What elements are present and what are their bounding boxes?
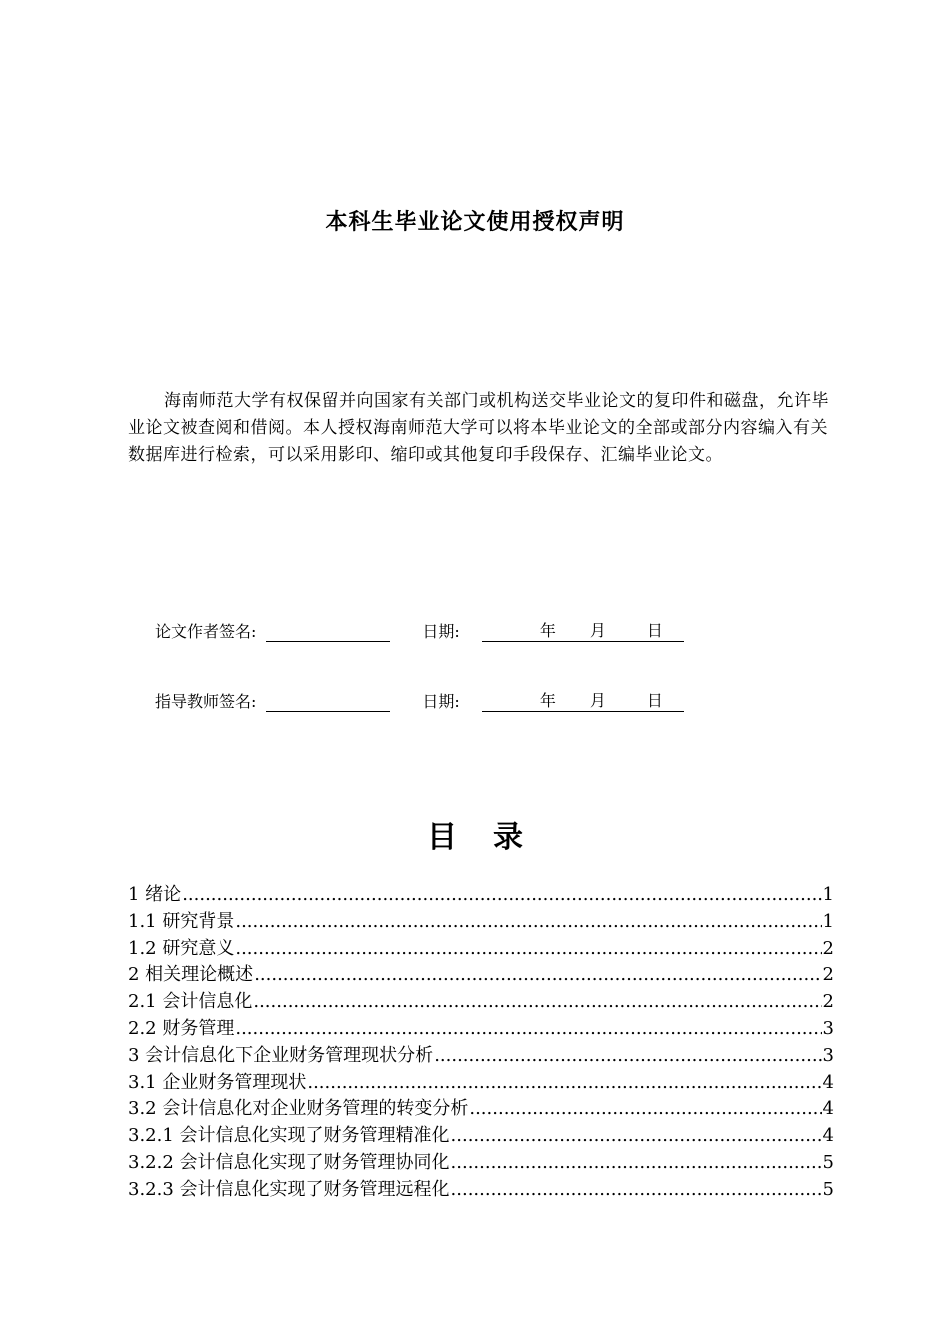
toc-entry[interactable] — [128, 1150, 834, 1177]
advisor-signature-label: 指导教师签名: — [155, 692, 257, 711]
toc-entry-page: 5 — [822, 1178, 834, 1200]
toc-entry-page: 1 — [822, 910, 834, 932]
toc-leader-dots — [182, 882, 821, 909]
toc-entry-page: 3 — [822, 1017, 834, 1039]
advisor-date-line — [482, 687, 684, 712]
toc-leader-dots — [235, 909, 821, 936]
toc-entry-label: 1.2 研究意义 — [128, 937, 235, 959]
advisor-signature-line — [266, 689, 390, 712]
toc-entry-label: 3.2.2 会计信息化实现了财务管理协同化 — [128, 1151, 450, 1173]
toc-entry[interactable] — [128, 909, 834, 936]
toc-entry-page: 3 — [822, 1044, 834, 1066]
author-date-month: 月 — [589, 621, 606, 640]
author-date-line — [482, 617, 684, 642]
author-date-label: 日期: — [422, 622, 460, 641]
toc-leader-dots — [307, 1070, 821, 1097]
toc-leader-dots — [451, 1150, 822, 1177]
advisor-date-month: 月 — [589, 691, 606, 710]
toc-entry-page: 5 — [822, 1151, 834, 1173]
toc-entry[interactable] — [128, 882, 834, 909]
declaration-body — [128, 388, 840, 469]
toc-entry-label: 2 相关理论概述 — [128, 964, 254, 986]
toc-leader-dots — [235, 936, 821, 963]
toc-entry-page: 4 — [822, 1071, 834, 1093]
toc-leader-dots — [254, 962, 821, 989]
toc-entry[interactable] — [128, 1016, 834, 1043]
toc-entry-page: 4 — [822, 1098, 834, 1120]
author-signature-line — [266, 619, 390, 642]
toc-leader-dots — [235, 1016, 821, 1043]
author-date-day: 日 — [646, 621, 663, 640]
toc-entry[interactable] — [128, 1177, 834, 1204]
toc-leader-dots — [451, 1123, 822, 1150]
table-of-contents — [128, 882, 834, 1204]
toc-entry-page: 1 — [822, 884, 834, 905]
toc-entry[interactable] — [128, 1043, 834, 1070]
toc-entry-label: 3.2.3 会计信息化实现了财务管理远程化 — [128, 1178, 450, 1200]
toc-leader-dots — [469, 1096, 821, 1123]
toc-leader-dots — [253, 989, 821, 1016]
toc-entry-label: 2.2 财务管理 — [128, 1017, 235, 1039]
toc-entry-page: 2 — [822, 991, 834, 1013]
toc-entry[interactable] — [128, 936, 834, 963]
advisor-date-year: 年 — [539, 691, 556, 710]
toc-leader-dots — [434, 1043, 821, 1070]
toc-entry-label: 3.1 企业财务管理现状 — [128, 1071, 307, 1093]
toc-entry-label: 1 绪论 — [128, 884, 182, 905]
toc-entry[interactable] — [128, 1123, 834, 1150]
toc-entry[interactable] — [128, 1096, 834, 1123]
toc-entry-label: 3.2 会计信息化对企业财务管理的转变分析 — [128, 1098, 469, 1120]
toc-entry-page: 2 — [822, 964, 834, 986]
toc-entry-label: 3 会计信息化下企业财务管理现状分析 — [128, 1044, 434, 1066]
toc-entry[interactable] — [128, 962, 834, 989]
toc-title: 目录 — [427, 820, 559, 855]
toc-entry-label: 2.1 会计信息化 — [128, 991, 253, 1013]
advisor-date-day: 日 — [646, 691, 663, 710]
toc-leader-dots — [451, 1177, 822, 1204]
author-date-year: 年 — [539, 621, 556, 640]
toc-entry-page: 2 — [822, 937, 834, 959]
toc-entry[interactable] — [128, 1070, 834, 1097]
advisor-date-label: 日期: — [422, 692, 460, 711]
toc-entry-label: 1.1 研究背景 — [128, 910, 235, 932]
declaration-title: 本科生毕业论文使用授权声明 — [325, 210, 625, 235]
declaration-paragraph: 海南师范大学有权保留并向国家有关部门或机构送交毕业论文的复印件和磁盘，允许毕业论文被查阅和借阅。本人授权海南师范大学可以将本毕业论文的全部或部分内容编入有关数据库进行检索，可以采用影印、缩印或其他复印手段保存、汇编毕业论文。 — [128, 391, 829, 465]
author-signature-row — [155, 612, 684, 642]
author-signature-label: 论文作者签名: — [155, 622, 257, 641]
toc-entry[interactable] — [128, 989, 834, 1016]
toc-entry-label: 3.2.1 会计信息化实现了财务管理精准化 — [128, 1125, 450, 1147]
advisor-signature-row — [155, 682, 684, 712]
toc-entry-page: 4 — [822, 1125, 834, 1147]
